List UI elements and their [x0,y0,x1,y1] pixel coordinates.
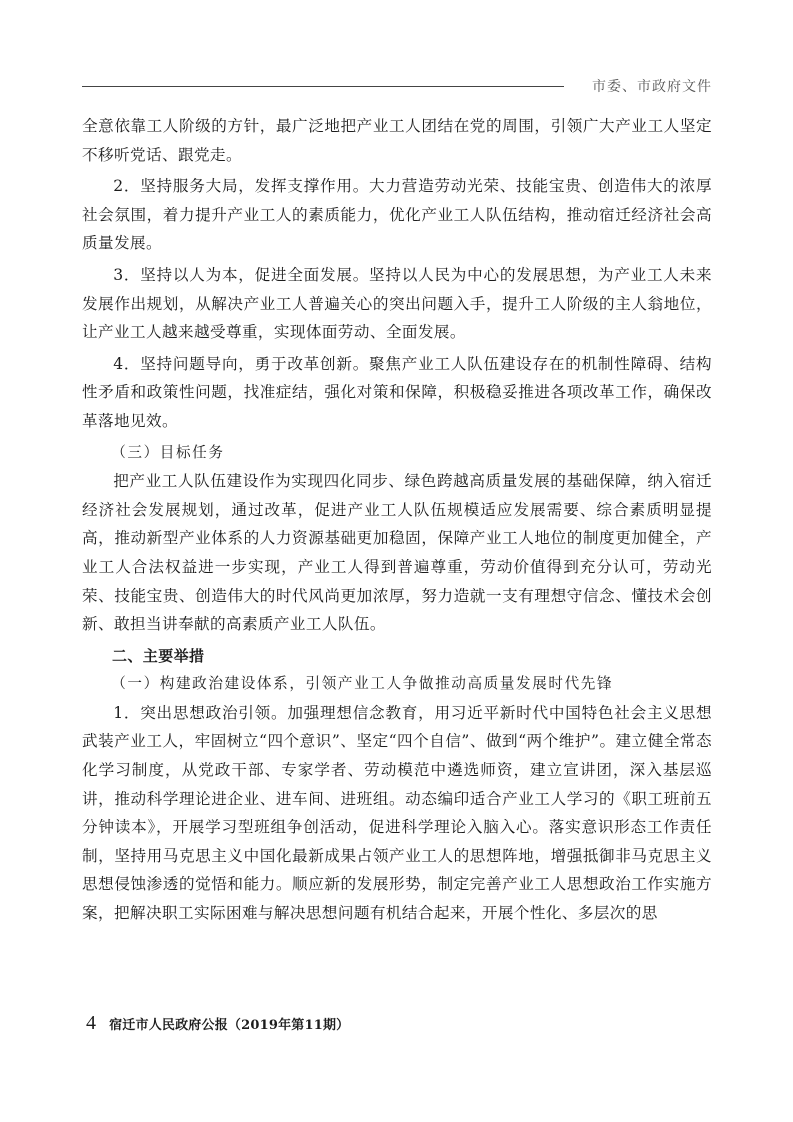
heading-main-measures: 二、主要举措 [112,646,205,665]
section-title: 市委、市政府文件 [592,79,712,95]
document-body [82,112,712,928]
header-rule [82,86,564,87]
page-footer [86,1012,349,1036]
subheading-political-system: （一）构建政治建设体系，引领产业工人争做推动高质量发展时代先锋 [111,675,614,693]
page-number: 4 [86,1012,96,1034]
paragraph-principle-3: 3．坚持以人为本，促进全面发展。坚持以人民为中心的发展思想，为产业工人未来发展作出规划，从解决产业工人普遍关心的突出问题入手，提升工人阶级的主人翁地位，让产业工人越来越受尊重，实现体面劳动、全面发展。 [82,265,712,342]
paragraph-goals: 把产业工人队伍建设作为实现四化同步、绿色跨越高质量发展的基础保障，纳入宿迁经济社会发展规划，通过改革，促进产业工人队伍规模适应发展需要、综合素质明显提高，推动新型产业体系的人力资源基础更加稳固，保障产业工人地位的制度更加健全，产业工人合法权益进一步实现，产业工人得到普遍尊重，劳动价值得到充分认可，劳动光荣、技能宝贵、创造伟大的时代风尚更加浓厚，努力造就一支有理想守信念、懂技术会创新、敢担当讲奉献的高素质产业工人队伍。 [82,472,712,634]
subheading-goals: （三）目标任务 [111,443,225,461]
paragraph-continued: 全意依靠工人阶级的方针，最广泛地把产业工人团结在党的周围，引领广大产业工人坚定不移听党话、跟党走。 [82,117,712,164]
page-header [82,72,712,98]
paragraph-ideological-guidance: 1．突出思想政治引领。加强理想信念教育，用习近平新时代中国特色社会主义思想武装产业工人，牢固树立“四个意识”、坚定“四个自信”、做到“两个维护”。建立健全常态化学习制度，从党政干部、专家学者、劳动模范中遴选师资，建立宣讲团，深入基层巡讲，推动科学理论进企业、进车间、进班组。动态编印适合产业工人学习的《职工班前五分钟读本》，开展学习型班组争创活动，促进科学理论入脑入心。落实意识形态工作责任制，坚持用马克思主义中国化最新成果占领产业工人的思想阵地，增强抵御非马克思主义思想侵蚀渗透的觉悟和能力。顺应新的发展形势，制定完善产业工人思想政治工作实施方案，把解决职工实际困难与解决思想问题有机结合起来，开展个性化、多层次的思 [82,703,712,923]
paragraph-principle-2: 2．坚持服务大局，发挥支撑作用。大力营造劳动光荣、技能宝贵、创造伟大的浓厚社会氛围，着力提升产业工人的素质能力，优化产业工人队伍结构，推动宿迁经济社会高质量发展。 [82,177,712,253]
bulletin-title: 宿迁市人民政府公报（2019年第11期） [109,1018,350,1033]
paragraph-principle-4: 4．坚持问题导向，勇于改革创新。聚焦产业工人队伍建设存在的机制性障碍、结构性矛盾和政策性问题，找准症结，强化对策和保障，积极稳妥推进各项改革工作，确保改革落地见效。 [82,354,712,430]
